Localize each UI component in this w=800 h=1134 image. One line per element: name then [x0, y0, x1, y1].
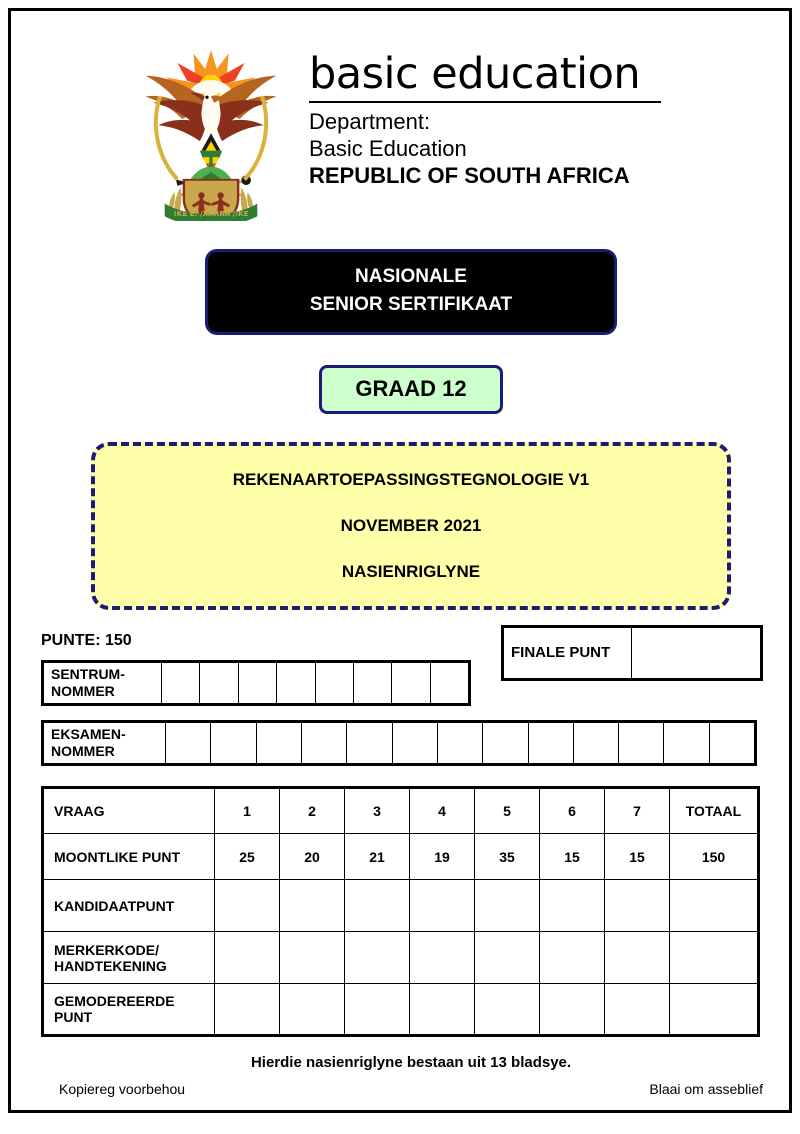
centre-number-cell[interactable] — [316, 663, 354, 703]
identification-row — [31, 643, 791, 706]
candidate-mark-cell[interactable] — [345, 880, 410, 932]
possible-mark-cell: 20 — [280, 834, 345, 880]
exam-number-cell[interactable] — [393, 723, 438, 763]
centre-number-label-line1: SENTRUM- — [51, 665, 125, 682]
candidate-mark-cell[interactable] — [605, 880, 670, 932]
exam-number-cell[interactable] — [574, 723, 619, 763]
exam-number-cell[interactable] — [529, 723, 574, 763]
candidate-mark-total[interactable] — [670, 880, 759, 932]
copyright-notice: Kopiereg voorbehou — [59, 1081, 186, 1097]
marker-code-label-line1: MERKERKODE/ — [54, 941, 160, 958]
table-row-questions — [43, 788, 759, 834]
marker-code-cell[interactable] — [280, 932, 345, 984]
moderated-mark-cell[interactable] — [540, 984, 605, 1036]
exam-number-label — [44, 723, 166, 763]
total-marks-label: PUNTE: 150 — [41, 632, 132, 650]
exam-number-cell[interactable] — [211, 723, 256, 763]
candidate-mark-cell[interactable] — [410, 880, 475, 932]
moderated-mark-cell[interactable] — [475, 984, 540, 1036]
marker-code-cell[interactable] — [475, 932, 540, 984]
centre-number-cell[interactable] — [200, 663, 238, 703]
marker-code-cell[interactable] — [605, 932, 670, 984]
possible-mark-cell: 15 — [540, 834, 605, 880]
exam-number-cell[interactable] — [710, 723, 754, 763]
possible-mark-cell: 35 — [475, 834, 540, 880]
possible-mark-cell: 21 — [345, 834, 410, 880]
subject-date: NOVEMBER 2021 — [340, 516, 482, 536]
marks-summary-table — [41, 786, 760, 1037]
centre-number-cell[interactable] — [277, 663, 315, 703]
candidate-mark-cell[interactable] — [540, 880, 605, 932]
exam-number-cell[interactable] — [257, 723, 302, 763]
subject-document-type: NASIENRIGLYNE — [341, 562, 481, 582]
page-content — [31, 29, 791, 1119]
question-number: 3 — [345, 788, 410, 834]
grade-badge: GRAAD 12 — [319, 365, 503, 414]
exam-number-cell[interactable] — [483, 723, 528, 763]
row-label-possible-mark: MOONTLIKE PUNT — [43, 834, 215, 880]
possible-mark-cell: 19 — [410, 834, 475, 880]
certificate-banner — [205, 249, 617, 335]
question-number: 4 — [410, 788, 475, 834]
exam-number-cell[interactable] — [619, 723, 664, 763]
question-number: 7 — [605, 788, 670, 834]
document-header — [31, 29, 791, 221]
moderated-mark-cell[interactable] — [345, 984, 410, 1036]
brand-block — [309, 39, 661, 189]
turn-over-notice: Blaai om asseblief — [649, 1081, 763, 1097]
brand-title: basic education — [309, 49, 641, 99]
moderated-mark-cell[interactable] — [215, 984, 280, 1036]
centre-number-cell[interactable] — [354, 663, 392, 703]
exam-number-field[interactable] — [41, 720, 757, 766]
total-column-header: TOTAAL — [670, 788, 759, 834]
final-mark-field[interactable] — [501, 625, 763, 681]
candidate-mark-cell[interactable] — [215, 880, 280, 932]
certificate-line-1: NASIONALE — [355, 266, 467, 287]
final-mark-wrapper — [501, 625, 763, 681]
moderated-label-line1: GEMODEREERDE — [54, 993, 175, 1010]
possible-mark-cell: 15 — [605, 834, 670, 880]
marker-code-label-line2: HANDTEKENING — [54, 957, 167, 974]
question-number: 1 — [215, 788, 280, 834]
centre-number-cell[interactable] — [431, 663, 468, 703]
centre-number-field[interactable] — [41, 660, 471, 706]
candidate-mark-cell[interactable] — [280, 880, 345, 932]
question-number: 2 — [280, 788, 345, 834]
centre-number-cell[interactable] — [239, 663, 277, 703]
marker-code-cell[interactable] — [410, 932, 475, 984]
subject-panel — [91, 442, 731, 610]
moderated-label-line2: PUNT — [54, 1009, 93, 1026]
centre-number-label — [44, 663, 162, 703]
moderated-mark-cell[interactable] — [280, 984, 345, 1036]
moderated-mark-cell[interactable] — [605, 984, 670, 1036]
subject-title: REKENAARTOEPASSINGSTEGNOLOGIE V1 — [232, 470, 590, 490]
exam-number-cell[interactable] — [664, 723, 709, 763]
marker-code-cell[interactable] — [345, 932, 410, 984]
marker-code-cell[interactable] — [215, 932, 280, 984]
possible-mark-total: 150 — [670, 834, 759, 880]
centre-number-cell[interactable] — [392, 663, 430, 703]
exam-number-cell[interactable] — [438, 723, 483, 763]
row-label-marker-code — [43, 932, 215, 984]
centre-number-cell[interactable] — [162, 663, 200, 703]
row-label-moderated-mark — [43, 984, 215, 1036]
department-name: Basic Education — [309, 135, 467, 161]
candidate-mark-cell[interactable] — [475, 880, 540, 932]
certificate-line-2: SENIOR SERTIFIKAAT — [309, 293, 513, 315]
exam-number-label-line2: NOMMER — [51, 743, 115, 760]
moderated-mark-cell[interactable] — [410, 984, 475, 1036]
moderated-mark-total[interactable] — [670, 984, 759, 1036]
brand-divider — [309, 101, 661, 103]
table-row-moderated-mark — [43, 984, 759, 1036]
marker-code-cell[interactable] — [540, 932, 605, 984]
table-row-possible-marks — [43, 834, 759, 880]
possible-mark-cell: 25 — [215, 834, 280, 880]
exam-number-cell[interactable] — [166, 723, 211, 763]
question-number: 6 — [540, 788, 605, 834]
marker-code-total[interactable] — [670, 932, 759, 984]
centre-number-label-line2: NOMMER — [51, 683, 115, 700]
exam-number-label-line1: EKSAMEN- — [51, 725, 126, 742]
coat-of-arms-motto: !KE E: /XARRA //KE — [173, 209, 249, 219]
exam-number-cell[interactable] — [302, 723, 347, 763]
page-border-frame — [8, 8, 792, 1113]
page-footer — [59, 1081, 763, 1097]
final-mark-label: FINALE PUNT — [504, 628, 632, 678]
question-number: 5 — [475, 788, 540, 834]
south-african-coat-of-arms-icon — [131, 39, 291, 221]
table-row-marker-code — [43, 932, 759, 984]
department-line: Department: — [309, 109, 431, 134]
row-label-candidate-mark: KANDIDAATPUNT — [43, 880, 215, 932]
final-mark-cell[interactable] — [632, 628, 760, 678]
row-label-question: VRAAG — [43, 788, 215, 834]
exam-number-cell[interactable] — [347, 723, 392, 763]
country-name: REPUBLIC OF SOUTH AFRICA — [309, 162, 630, 188]
table-row-candidate-mark — [43, 880, 759, 932]
page-count-note: Hierdie nasienriglyne bestaan uit 13 bladsye. — [250, 1054, 572, 1072]
